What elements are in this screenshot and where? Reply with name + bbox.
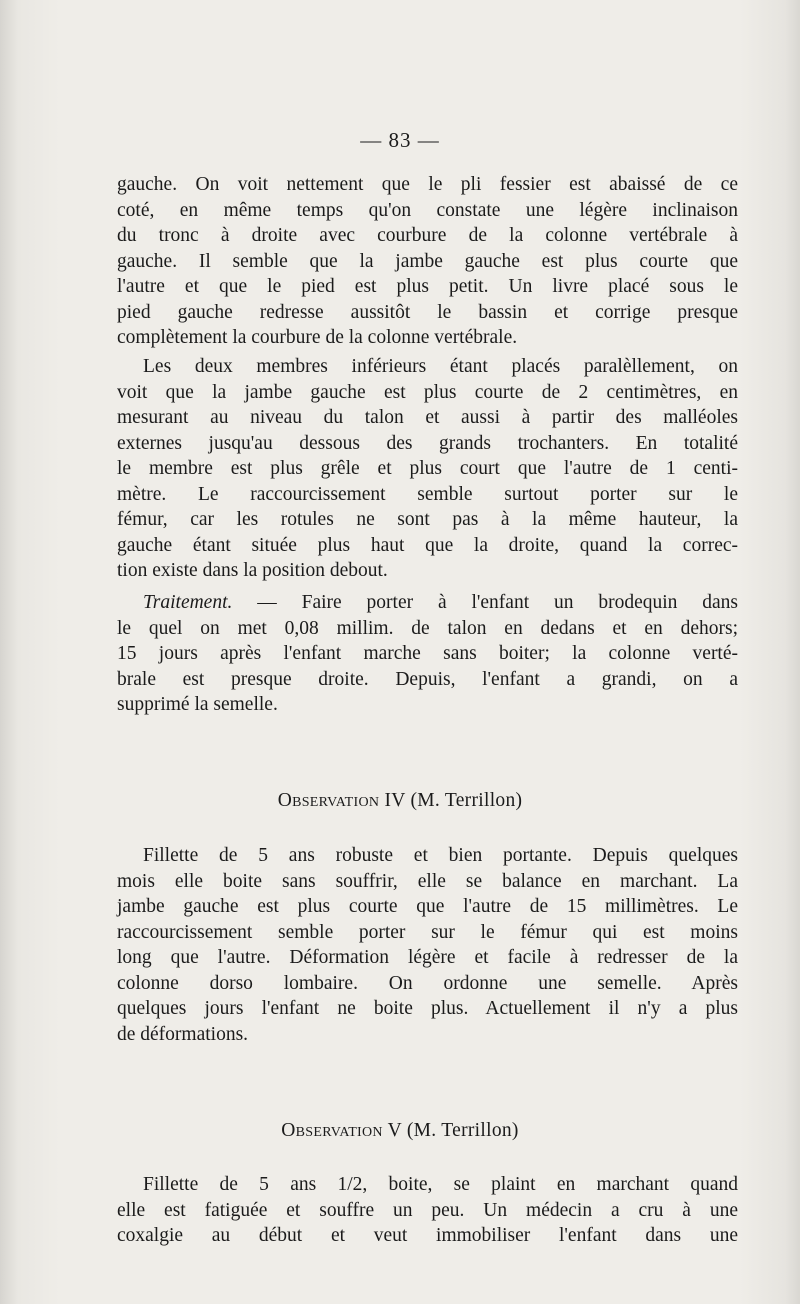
text-line: mois elle boite sans souffrir, elle se balance en marchant. La [117,870,738,892]
paragraph-1 [117,172,738,351]
paragraph-traitement [117,590,738,718]
text-line: fémur, car les rotules ne sont pas à la même hauteur, la [117,509,738,530]
observation-v-heading [0,1120,800,1142]
traitement-text: — Faire porter à l'enfant un brodequin dans [232,592,738,613]
text-line: 15 jours après l'enfant marche sans boiter; la colonne verté- [117,643,738,664]
observation-ref: V (M. Terrillon) [382,1120,519,1141]
text-line: tion existe dans la position debout. [117,560,388,581]
text-line: l'autre et que le pied est plus petit. Un livre placé sous le [117,276,738,297]
text-line: mesurant au niveau du talon et aussi à partir des malléoles [117,407,738,428]
text-line: complètement la courbure de la colonne vertébrale. [117,327,518,348]
text-line: Fillette de 5 ans 1/2, boite, se plaint en marchant quand [143,1174,738,1195]
page-number: — 83 — [360,128,440,152]
text-line [117,590,738,616]
text-line: coxalgie au début et veut immobiliser l'enfant dans une [117,1225,738,1246]
paragraph-2 [117,354,738,584]
text-line: coté, en même temps qu'on constate une légère inclinaison [117,199,738,221]
text-line: jambe gauche est plus courte que l'autre de 15 millimètres. Le [117,896,738,917]
text-line: du tronc à droite avec courbure de la colonne vertébrale à [117,225,738,246]
observation-label: Observation [281,1120,383,1141]
paragraph-4 [117,843,738,1047]
text-line: mètre. Le raccourcissement semble surtout porter sur le [117,483,738,505]
text-line: gauche. On voit nettement que le pli fessier est abaissé de ce [117,174,738,195]
text-line: brale est presque droite. Depuis, l'enfant a grandi, on a [117,668,738,690]
observation-iv-heading [0,790,800,812]
text-line: pied gauche redresse aussitôt le bassin et corrige presque [117,301,738,323]
text-line: le quel on met 0,08 millim. de talon en dedans et en dehors; [117,617,738,639]
text-line: long que l'autre. Déformation légère et facile à redresser de la [117,947,738,968]
text-line: Fillette de 5 ans robuste et bien portante. Depuis quelques [143,845,738,866]
text-line: gauche étant située plus haut que la droite, quand la correc- [117,534,738,556]
text-line: de déformations. [117,1023,249,1045]
paragraph-5 [117,1172,738,1249]
traitement-label: Traitement. [143,592,233,613]
text-line: elle est fatiguée et souffre un peu. Un médecin a cru à une [117,1199,738,1221]
text-line: quelques jours l'enfant ne boite plus. Actuellement il n'y a plus [117,998,738,1019]
text-line: Les deux membres inférieurs étant placés paralèllement, on [143,356,738,377]
text-line: colonne dorso lombaire. On ordonne une semelle. Après [117,972,738,994]
text-line: voit que la jambe gauche est plus courte de 2 centimètres, en [117,381,738,403]
text-line: supprimé la semelle. [117,694,278,715]
observation-ref: IV (M. Terrillon) [379,790,523,811]
text-line: le membre est plus grêle et plus court que l'autre de 1 centi- [117,458,738,479]
text-line: gauche. Il semble que la jambe gauche est plus courte que [117,250,738,272]
text-line: raccourcissement semble porter sur le fémur qui est moins [117,921,738,943]
observation-label: Observation [277,790,380,811]
text-line: externes jusqu'au dessous des grands trochanters. En totalité [117,432,738,454]
